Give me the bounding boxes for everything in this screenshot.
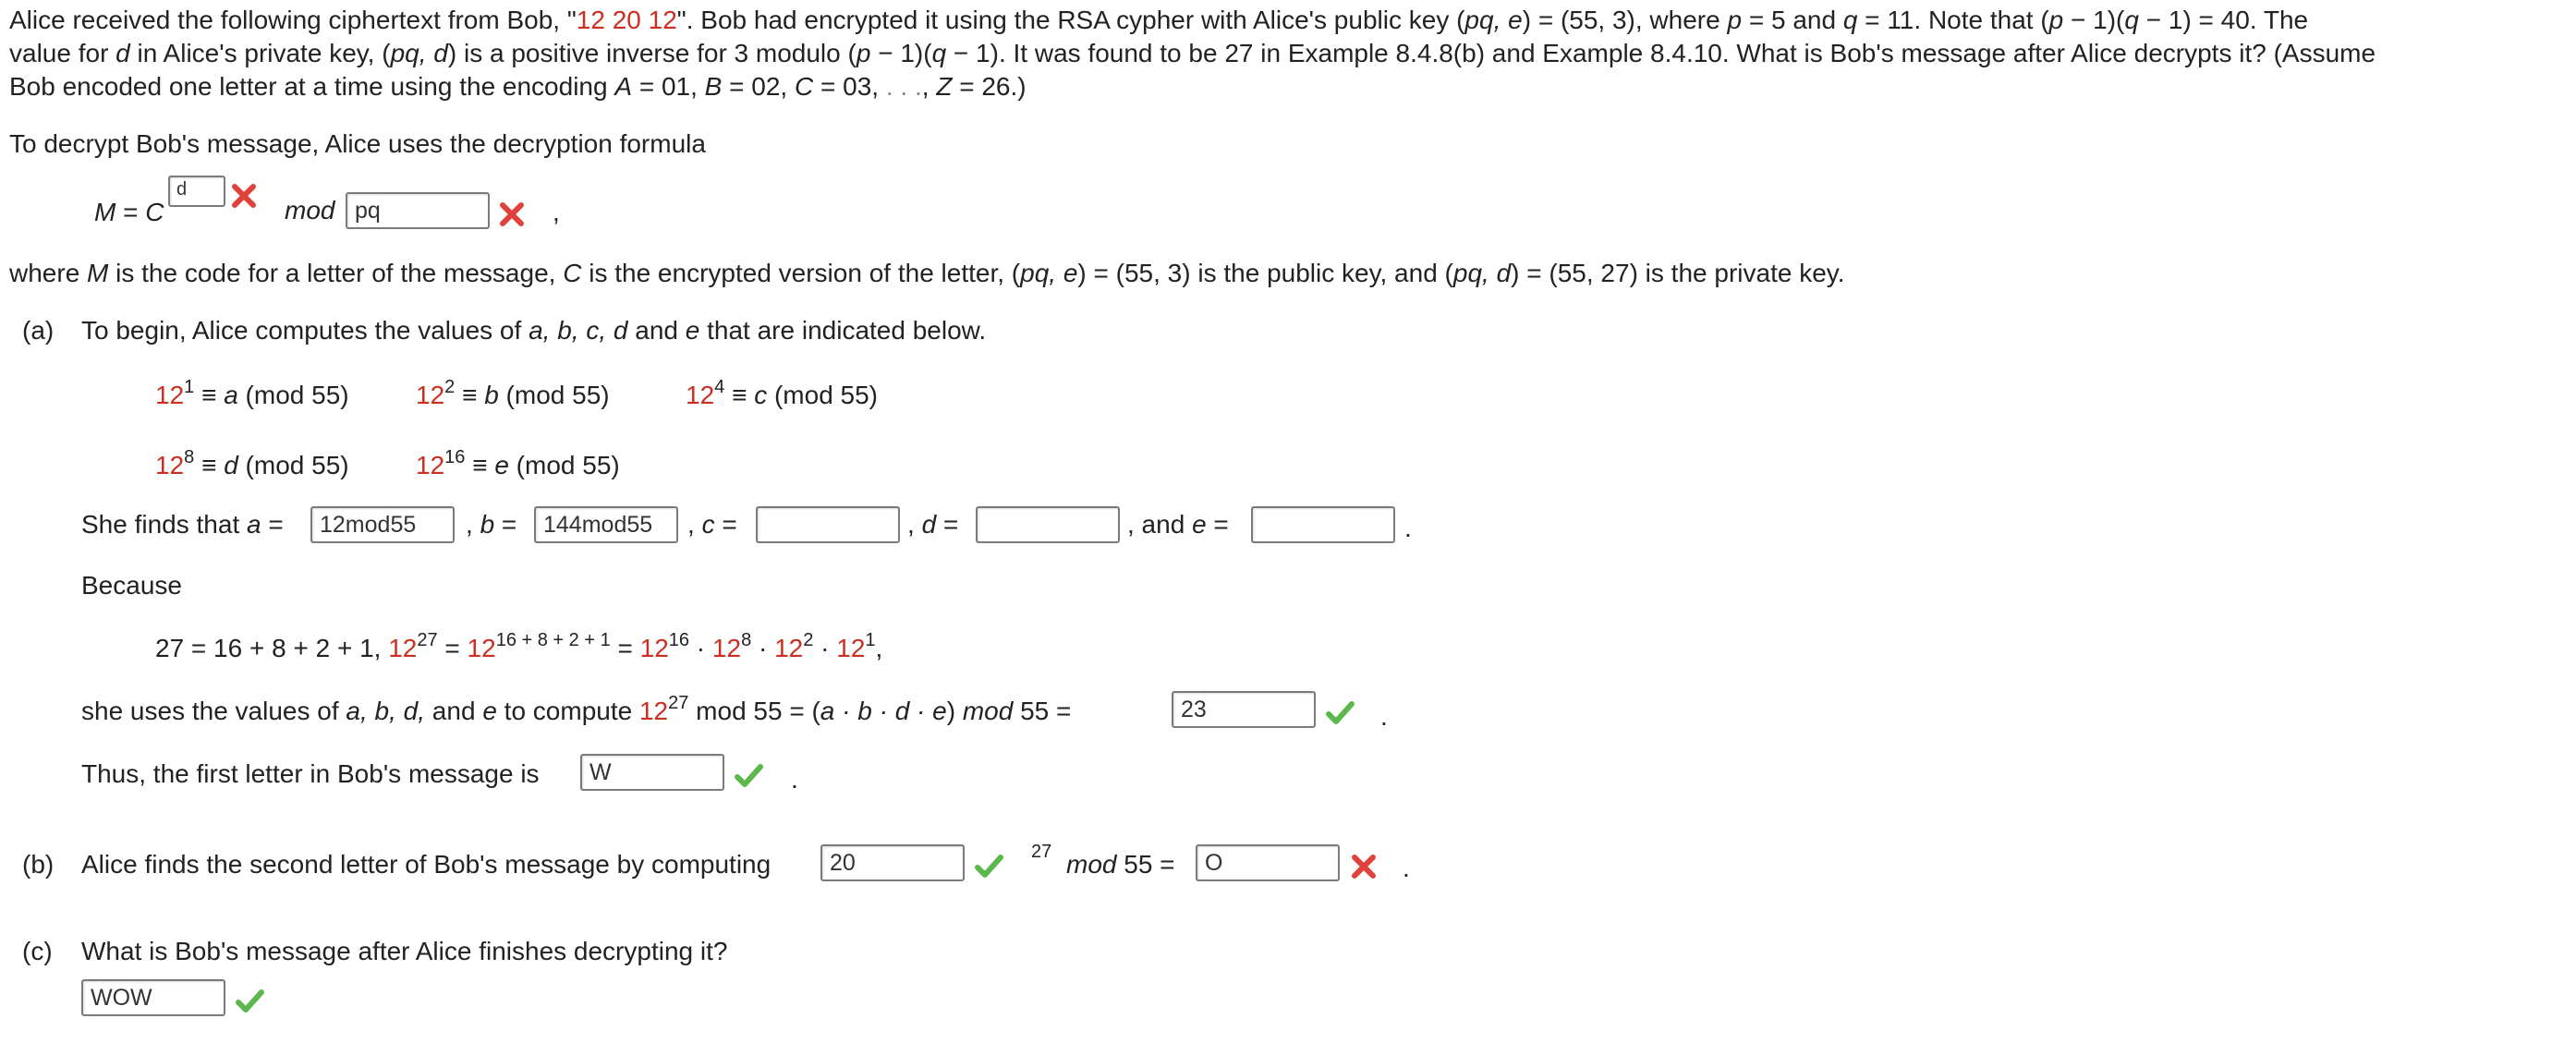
d-label: , d = bbox=[907, 510, 959, 539]
c-label: , c = bbox=[687, 510, 737, 539]
message-correct-icon bbox=[233, 985, 266, 1018]
congruence-e: $12^{16} \equiv e$ (mod 55) bbox=[416, 447, 620, 479]
modulus-incorrect-icon bbox=[495, 198, 529, 231]
second-base-input[interactable]: 20 bbox=[820, 844, 965, 881]
part-b-label: (b) bbox=[22, 850, 55, 879]
part-a-label: (a) bbox=[22, 316, 55, 345]
uses-period: . bbox=[1380, 702, 1388, 731]
thus-text: Thus, the first letter in Bob's message is bbox=[81, 759, 540, 788]
congruence-d: $12^8 \equiv d$ (mod 55) bbox=[155, 447, 349, 479]
part-a-intro: To begin, Alice computes the values of a, b, c, d and e that are indicated below. bbox=[81, 316, 987, 345]
second-letter-input[interactable]: O bbox=[1196, 844, 1340, 881]
ciphertext: 12 20 12 bbox=[576, 6, 677, 34]
formula-lhs: M = C bbox=[94, 198, 164, 226]
part-b-exponent: 27 bbox=[1031, 842, 1052, 862]
first-letter-input[interactable]: W bbox=[580, 754, 724, 791]
congruence-a: $12^1 \equiv a$ (mod 55) bbox=[155, 377, 349, 409]
part-c-text: What is Bob's message after Alice finishes decrypting it? bbox=[81, 937, 728, 965]
second-base-correct-icon bbox=[972, 850, 1005, 883]
finds-text: She finds that a = bbox=[81, 510, 284, 539]
finds-period: . bbox=[1404, 514, 1412, 542]
formula-mod: mod bbox=[285, 196, 335, 224]
computed-value-input[interactable]: 23 bbox=[1172, 691, 1316, 728]
part-c-label: (c) bbox=[22, 937, 53, 965]
e-value-input[interactable] bbox=[1251, 506, 1395, 543]
congruence-b: $12^2 \equiv b$ (mod 55) bbox=[416, 377, 610, 409]
b-label: , b = bbox=[466, 510, 517, 539]
message-input[interactable]: WOW bbox=[81, 979, 225, 1016]
problem-line-1: Alice received the following ciphertext from Bob, "12 20 12". Bob had encrypted it using the RSA cypher with Alice's public key (pq, e) = (55, 3), where p = 5 and q = 11. Note that (p − 1)(q − 1) = 40. The bbox=[9, 6, 2309, 34]
because-text: Because bbox=[81, 571, 182, 600]
where-line: where M is the code for a letter of the message, C is the encrypted version of the letter, (pq, e) = (55, 3) is the public key, and (pq, d) = (55, 27) is the private key. bbox=[9, 259, 1845, 287]
congruence-c: $12^4 \equiv c$ (mod 55) bbox=[686, 377, 879, 409]
a-value-input[interactable]: 12mod55 bbox=[310, 506, 455, 543]
part-b-period: . bbox=[1403, 854, 1410, 882]
d-value-input[interactable] bbox=[976, 506, 1120, 543]
uses-line: she uses the values of a, b, d, and e to compute $12^{27}$ mod 55 = (a · b · d · e) mod 55 = bbox=[81, 693, 1072, 725]
computed-correct-icon bbox=[1323, 697, 1356, 730]
second-letter-incorrect-icon bbox=[1347, 850, 1380, 883]
b-value-input[interactable]: 144mod55 bbox=[534, 506, 678, 543]
formula-comma: , bbox=[553, 198, 560, 226]
thus-period: . bbox=[791, 765, 798, 794]
formula-lead: To decrypt Bob's message, Alice uses the decryption formula bbox=[9, 129, 706, 158]
modulus-input[interactable]: pq bbox=[346, 192, 490, 229]
part-b-mod: mod 55 = bbox=[1066, 850, 1175, 879]
c-value-input[interactable] bbox=[756, 506, 900, 543]
e-label: , and e = bbox=[1127, 510, 1229, 539]
problem-line-2: value for d in Alice's private key, (pq, d) is a positive inverse for 3 modulo (p − 1)(q − 1). It was found to be 27 in Example 8.4.8(b) and Example 8.4.10. What is Bob's message after Alice decrypts it? (Assume bbox=[9, 39, 2376, 67]
exponent-input[interactable]: d bbox=[168, 176, 225, 207]
decomposition-line: 27 = 16 + 8 + 2 + 1, $12^{27} = 12^{16 + 8 + 2 + 1} = 12^{16} \cdot 12^8 \cdot 12^2 \cdot 12^1$, bbox=[155, 630, 883, 662]
first-letter-correct-icon bbox=[732, 759, 765, 793]
problem-line-3: Bob encoded one letter at a time using the encoding A = 01, B = 02, C = 03, . . ., Z = 26.) bbox=[9, 72, 1027, 101]
exponent-incorrect-icon bbox=[227, 179, 261, 212]
part-b-text: Alice finds the second letter of Bob's message by computing bbox=[81, 850, 772, 879]
